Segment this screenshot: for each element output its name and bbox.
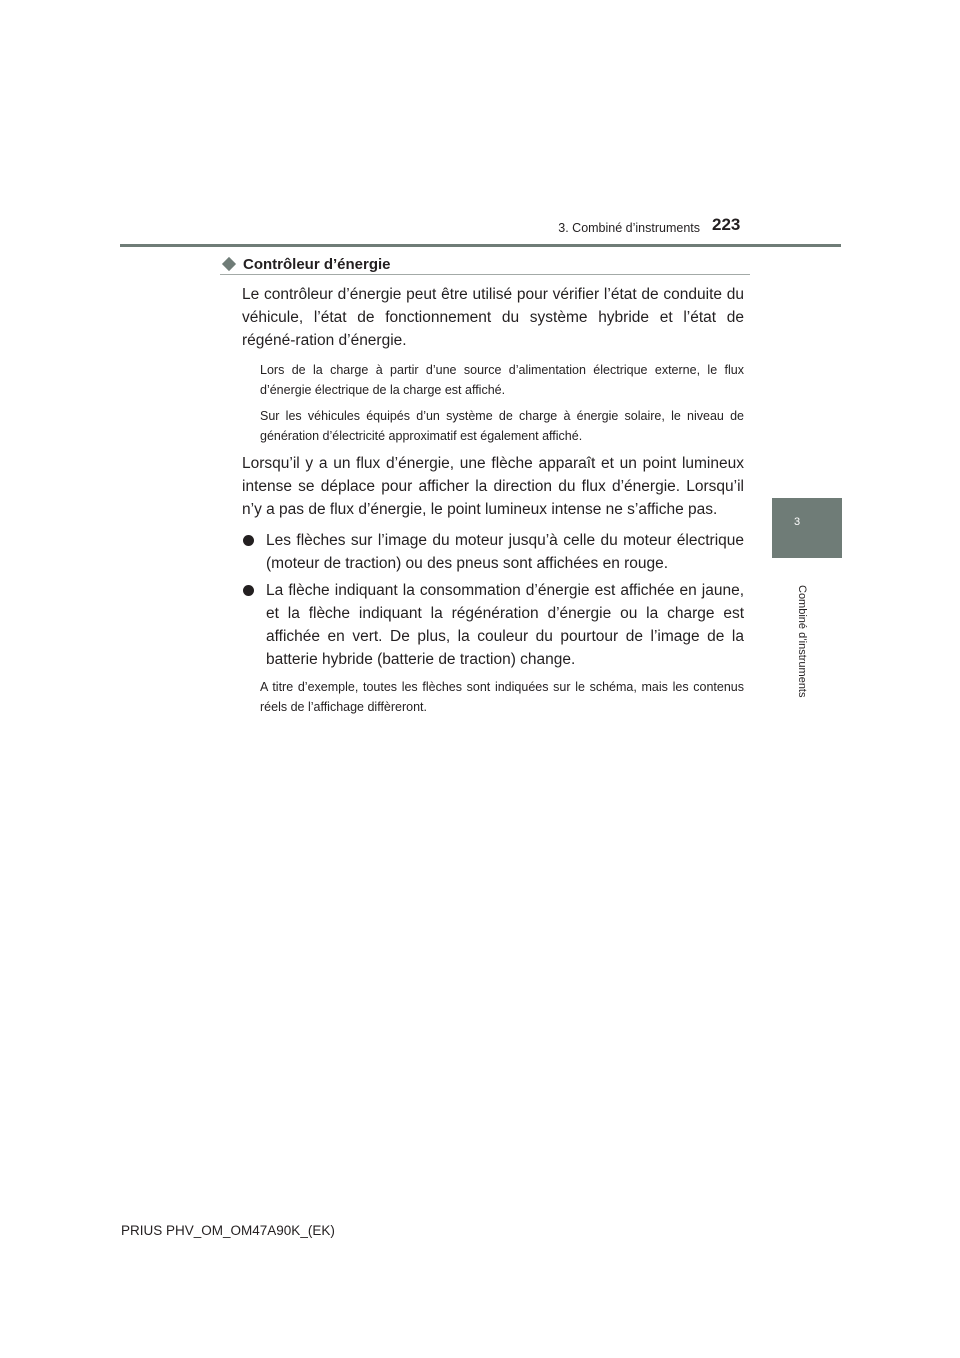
- bullet-text: La flèche indiquant la consommation d’énergie est affichée en jaune, et la flèche indiquant la régénération d’énergie ou la charge est affichée en vert. De plus, la couleur du pourtour de l’image de la batterie hybride (batterie de traction) change.: [266, 582, 744, 668]
- note-example-diagram: A titre d’exemple, toutes les flèches sont indiquées sur le schéma, mais les contenus réels de l’affichage diffèreront.: [260, 680, 744, 714]
- section-heading: [220, 254, 750, 274]
- diamond-icon: [222, 257, 236, 271]
- header-rule: [120, 244, 841, 247]
- note-solar-charging: Sur les véhicules équipés d’un système de charge à énergie solaire, le niveau de génération d’électricité approximatif est également affiché.: [260, 409, 744, 443]
- section-heading-text: Contrôleur d’énergie: [243, 255, 391, 273]
- bullet-text: Les flèches sur l’image du moteur jusqu’à celle du moteur électrique (moteur de traction) ou des pneus sont affichées en rouge.: [266, 532, 744, 572]
- section-content: [242, 283, 744, 723]
- running-header-chapter: 3. Combiné d’instruments: [558, 221, 700, 235]
- note-external-charging: Lors de la charge à partir d’une source d’alimentation électrique externe, le flux d’énergie électrique de la charge est affiché.: [260, 363, 744, 397]
- energy-flow-paragraph: Lorsqu’il y a un flux d’énergie, une flèche apparaît et un point lumineux intense se déplace pour afficher la direction du flux d’énergie. Lorsqu’il n’y a pas de flux d’énergie, le point lumineux intense ne s’affiche pas.: [242, 455, 744, 518]
- chapter-side-tab: [772, 498, 842, 558]
- intro-paragraph: Le contrôleur d’énergie peut être utilisé pour vérifier l’état de conduite du véhicule, l’état de fonctionnement du système hybride et l’état de régéné-ration d’énergie.: [242, 286, 744, 349]
- section-heading-rule: [220, 274, 750, 275]
- bullet-icon: [243, 535, 254, 546]
- bullet-item-red-arrows: [242, 529, 744, 575]
- bullet-item-yellow-green-arrows: [242, 579, 744, 671]
- page-number: 223: [712, 215, 741, 234]
- footer-document-code: PRIUS PHV_OM_OM47A90K_(EK): [121, 1223, 335, 1238]
- chapter-side-tab-number: 3: [794, 516, 801, 528]
- bullet-icon: [243, 585, 254, 596]
- chapter-side-label: Combiné d’instruments: [796, 585, 808, 698]
